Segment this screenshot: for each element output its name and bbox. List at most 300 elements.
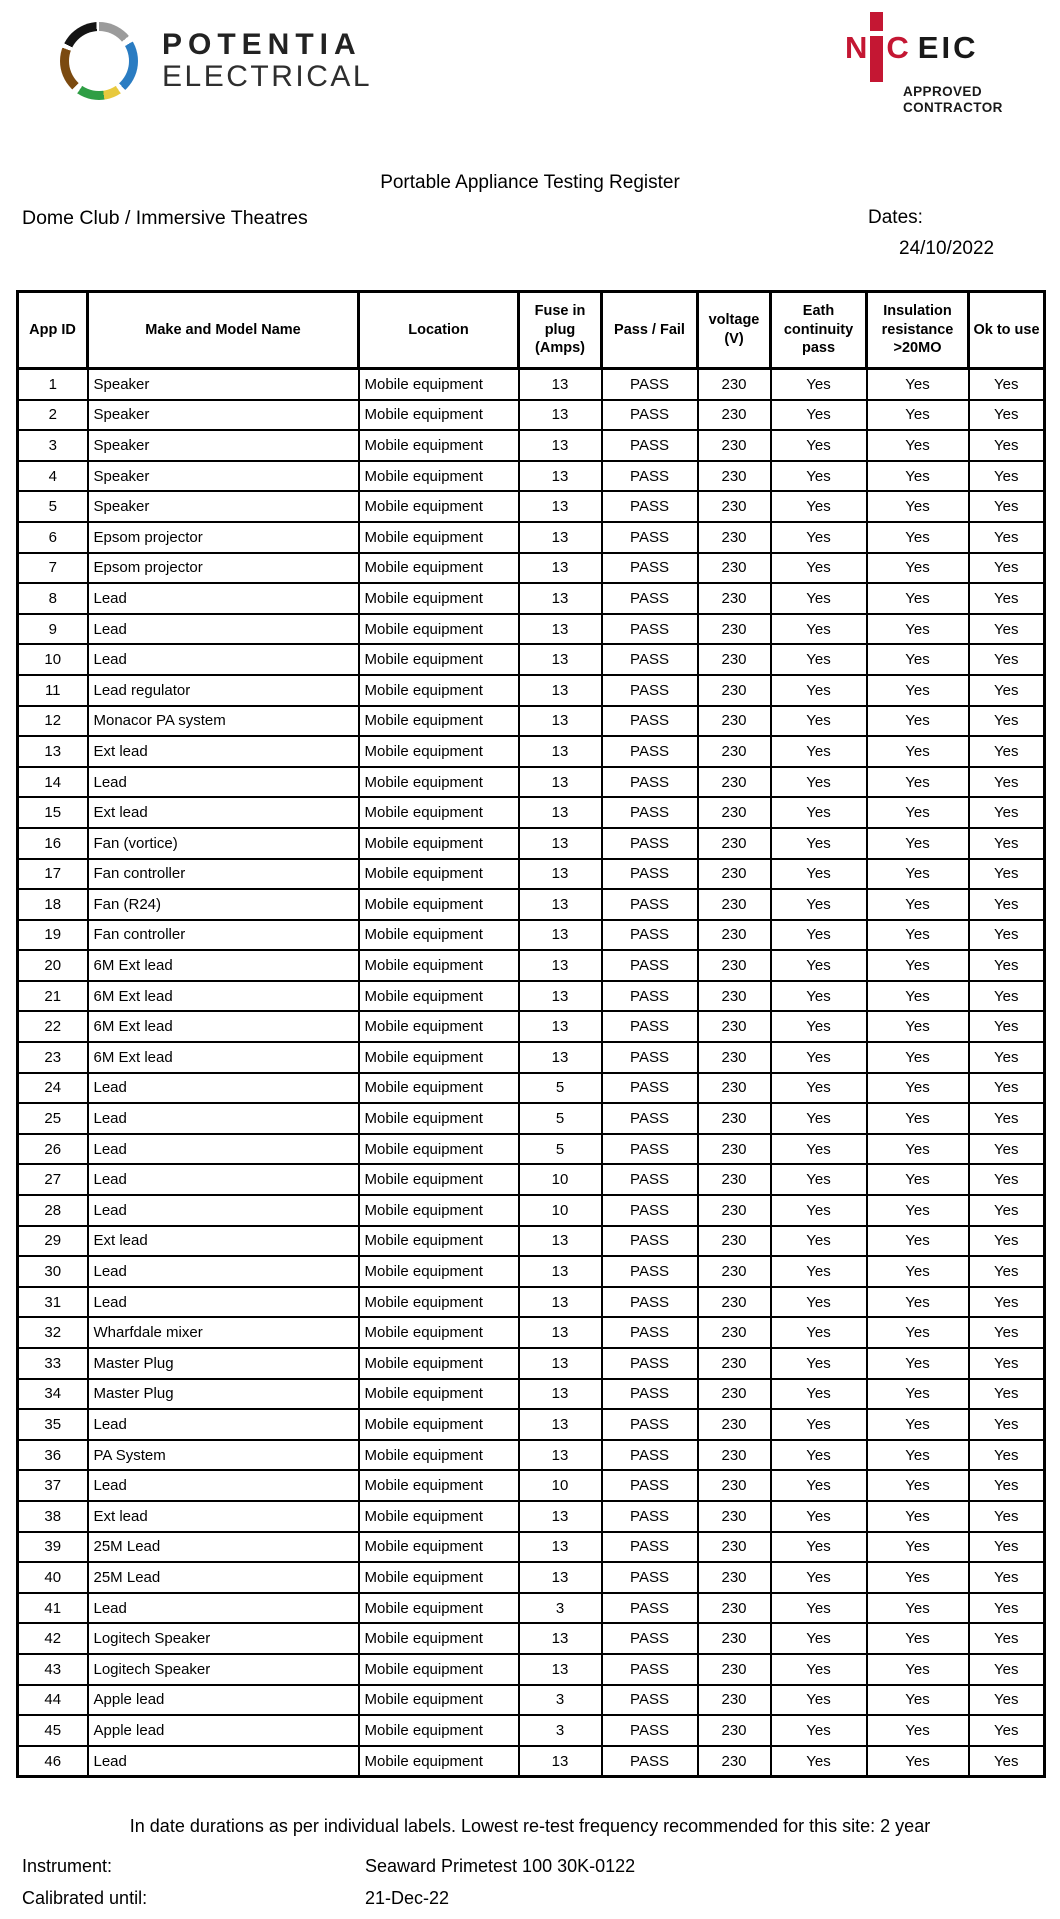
cell-fuse: 13 [519, 1623, 602, 1654]
cell-ok-to-use: Yes [969, 491, 1045, 522]
cell-voltage: 230 [698, 1440, 771, 1471]
potentia-logo [60, 22, 372, 100]
cell-insulation: Yes [867, 1715, 969, 1746]
cell-make-model: Lead [88, 1409, 359, 1440]
niceic-cross-icon [870, 12, 883, 82]
cell-location: Mobile equipment [359, 553, 519, 584]
cell-pass-fail: PASS [602, 1103, 698, 1134]
cell-pass-fail: PASS [602, 614, 698, 645]
cell-earth-continuity: Yes [771, 1195, 867, 1226]
cell-earth-continuity: Yes [771, 1470, 867, 1501]
cell-pass-fail: PASS [602, 859, 698, 890]
niceic-contractor-label: CONTRACTOR [903, 99, 1003, 115]
cell-voltage: 230 [698, 1348, 771, 1379]
table-row [18, 553, 1045, 584]
table-row [18, 1073, 1045, 1104]
table-row [18, 1256, 1045, 1287]
cell-pass-fail: PASS [602, 1226, 698, 1257]
cell-ok-to-use: Yes [969, 1593, 1045, 1624]
cell-earth-continuity: Yes [771, 1073, 867, 1104]
retest-note: In date durations as per individual labels. Lowest re-test frequency recommended for this site: 2 year [129, 1816, 931, 1836]
niceic-wordmark [845, 12, 1003, 82]
cell-voltage: 230 [698, 1562, 771, 1593]
cell-location: Mobile equipment [359, 522, 519, 553]
cell-insulation: Yes [867, 706, 969, 737]
cell-fuse: 13 [519, 1440, 602, 1471]
cell-insulation: Yes [867, 614, 969, 645]
cell-fuse: 13 [519, 1379, 602, 1410]
cell-voltage: 230 [698, 859, 771, 890]
cell-earth-continuity: Yes [771, 1103, 867, 1134]
table-row [18, 1226, 1045, 1257]
cell-app-id: 44 [18, 1685, 88, 1716]
table-row [18, 889, 1045, 920]
cell-app-id: 31 [18, 1287, 88, 1318]
table-row [18, 1348, 1045, 1379]
cell-fuse: 5 [519, 1134, 602, 1165]
cell-location: Mobile equipment [359, 950, 519, 981]
cell-fuse: 13 [519, 491, 602, 522]
cell-voltage: 230 [698, 614, 771, 645]
column-header-make-model: Make and Model Name [88, 292, 359, 369]
cell-fuse: 13 [519, 1287, 602, 1318]
cell-app-id: 1 [18, 369, 88, 400]
cell-location: Mobile equipment [359, 1256, 519, 1287]
niceic-letter-c: C [886, 29, 909, 65]
cell-fuse: 13 [519, 1654, 602, 1685]
cell-pass-fail: PASS [602, 1287, 698, 1318]
cell-voltage: 230 [698, 1379, 771, 1410]
table-row [18, 1317, 1045, 1348]
cell-pass-fail: PASS [602, 675, 698, 706]
potentia-wordmark [162, 29, 372, 93]
cell-make-model: Lead [88, 767, 359, 798]
cell-insulation: Yes [867, 1440, 969, 1471]
cell-make-model: Ext lead [88, 1226, 359, 1257]
cell-ok-to-use: Yes [969, 1011, 1045, 1042]
cell-make-model: Apple lead [88, 1685, 359, 1716]
cell-insulation: Yes [867, 1287, 969, 1318]
cell-app-id: 45 [18, 1715, 88, 1746]
niceic-logo [845, 12, 1003, 116]
cell-fuse: 13 [519, 369, 602, 400]
cell-voltage: 230 [698, 1746, 771, 1777]
cell-earth-continuity: Yes [771, 1348, 867, 1379]
table-row [18, 400, 1045, 431]
cell-app-id: 11 [18, 675, 88, 706]
cell-fuse: 13 [519, 767, 602, 798]
cell-make-model: Fan (R24) [88, 889, 359, 920]
cell-insulation: Yes [867, 1195, 969, 1226]
cell-location: Mobile equipment [359, 767, 519, 798]
cell-ok-to-use: Yes [969, 1685, 1045, 1716]
cell-voltage: 230 [698, 797, 771, 828]
cell-insulation: Yes [867, 1226, 969, 1257]
cell-ok-to-use: Yes [969, 583, 1045, 614]
cell-insulation: Yes [867, 1685, 969, 1716]
cell-ok-to-use: Yes [969, 522, 1045, 553]
column-header-earth-continuity: Eath continuity pass [771, 292, 867, 369]
cell-fuse: 13 [519, 859, 602, 890]
cell-app-id: 19 [18, 920, 88, 951]
cell-insulation: Yes [867, 1348, 969, 1379]
cell-earth-continuity: Yes [771, 736, 867, 767]
cell-ok-to-use: Yes [969, 859, 1045, 890]
table-row [18, 1593, 1045, 1624]
table-row [18, 675, 1045, 706]
cell-voltage: 230 [698, 1409, 771, 1440]
cell-make-model: Speaker [88, 461, 359, 492]
column-header-pass-fail: Pass / Fail [602, 292, 698, 369]
cell-make-model: Fan controller [88, 920, 359, 951]
table-row [18, 583, 1045, 614]
cell-location: Mobile equipment [359, 614, 519, 645]
cell-location: Mobile equipment [359, 675, 519, 706]
cell-app-id: 41 [18, 1593, 88, 1624]
cell-earth-continuity: Yes [771, 1746, 867, 1777]
cell-insulation: Yes [867, 1470, 969, 1501]
table-row [18, 1715, 1045, 1746]
cell-app-id: 42 [18, 1623, 88, 1654]
cell-pass-fail: PASS [602, 736, 698, 767]
cell-make-model: Epsom projector [88, 522, 359, 553]
cell-fuse: 10 [519, 1195, 602, 1226]
table-row [18, 920, 1045, 951]
cell-fuse: 13 [519, 1409, 602, 1440]
cell-app-id: 16 [18, 828, 88, 859]
potentia-ring-icon [60, 22, 138, 100]
cell-pass-fail: PASS [602, 1195, 698, 1226]
dates-label: Dates: [868, 207, 923, 228]
cell-earth-continuity: Yes [771, 828, 867, 859]
cell-app-id: 13 [18, 736, 88, 767]
instrument-value: Seaward Primetest 100 30K-0122 [365, 1856, 636, 1876]
cell-ok-to-use: Yes [969, 614, 1045, 645]
table-row [18, 859, 1045, 890]
cell-fuse: 13 [519, 828, 602, 859]
table-row [18, 430, 1045, 461]
cell-fuse: 13 [519, 981, 602, 1012]
cell-fuse: 5 [519, 1103, 602, 1134]
cell-insulation: Yes [867, 1654, 969, 1685]
cell-pass-fail: PASS [602, 1715, 698, 1746]
cell-voltage: 230 [698, 1501, 771, 1532]
cell-make-model: 6M Ext lead [88, 981, 359, 1012]
cell-ok-to-use: Yes [969, 1501, 1045, 1532]
cell-insulation: Yes [867, 1317, 969, 1348]
cell-pass-fail: PASS [602, 1317, 698, 1348]
cell-make-model: PA System [88, 1440, 359, 1471]
cell-app-id: 30 [18, 1256, 88, 1287]
table-row [18, 522, 1045, 553]
cell-voltage: 230 [698, 736, 771, 767]
cell-app-id: 14 [18, 767, 88, 798]
calibrated-until-value: 21-Dec-22 [365, 1888, 450, 1908]
cell-pass-fail: PASS [602, 1470, 698, 1501]
cell-app-id: 21 [18, 981, 88, 1012]
cell-earth-continuity: Yes [771, 1593, 867, 1624]
cell-location: Mobile equipment [359, 1073, 519, 1104]
cell-pass-fail: PASS [602, 1501, 698, 1532]
cell-location: Mobile equipment [359, 1042, 519, 1073]
cell-pass-fail: PASS [602, 889, 698, 920]
date-value: 24/10/2022 [899, 238, 995, 259]
cell-pass-fail: PASS [602, 1379, 698, 1410]
cell-pass-fail: PASS [602, 430, 698, 461]
cell-app-id: 37 [18, 1470, 88, 1501]
cell-fuse: 13 [519, 1011, 602, 1042]
cell-pass-fail: PASS [602, 706, 698, 737]
cell-fuse: 13 [519, 675, 602, 706]
cell-app-id: 38 [18, 1501, 88, 1532]
cell-insulation: Yes [867, 1409, 969, 1440]
cell-earth-continuity: Yes [771, 1715, 867, 1746]
cell-make-model: Lead [88, 1256, 359, 1287]
cell-location: Mobile equipment [359, 1501, 519, 1532]
cell-ok-to-use: Yes [969, 1134, 1045, 1165]
cell-location: Mobile equipment [359, 491, 519, 522]
cell-make-model: Fan controller [88, 859, 359, 890]
cell-ok-to-use: Yes [969, 1470, 1045, 1501]
cell-app-id: 40 [18, 1562, 88, 1593]
table-row [18, 828, 1045, 859]
cell-earth-continuity: Yes [771, 797, 867, 828]
cell-voltage: 230 [698, 1470, 771, 1501]
cell-app-id: 5 [18, 491, 88, 522]
cell-ok-to-use: Yes [969, 430, 1045, 461]
cell-fuse: 13 [519, 461, 602, 492]
cell-earth-continuity: Yes [771, 1134, 867, 1165]
cell-earth-continuity: Yes [771, 1409, 867, 1440]
cell-fuse: 13 [519, 950, 602, 981]
table-row [18, 1379, 1045, 1410]
cell-make-model: Lead [88, 1195, 359, 1226]
cell-earth-continuity: Yes [771, 1685, 867, 1716]
cell-fuse: 13 [519, 1042, 602, 1073]
cell-location: Mobile equipment [359, 1348, 519, 1379]
table-row [18, 981, 1045, 1012]
pat-table-body [18, 369, 1045, 1777]
cell-app-id: 28 [18, 1195, 88, 1226]
cell-insulation: Yes [867, 1379, 969, 1410]
table-header-row [18, 292, 1045, 369]
cell-insulation: Yes [867, 1746, 969, 1777]
cell-app-id: 15 [18, 797, 88, 828]
cell-app-id: 36 [18, 1440, 88, 1471]
table-row [18, 1134, 1045, 1165]
calibrated-until-label: Calibrated until: [22, 1888, 148, 1908]
column-header-location: Location [359, 292, 519, 369]
cell-app-id: 10 [18, 644, 88, 675]
cell-ok-to-use: Yes [969, 950, 1045, 981]
cell-location: Mobile equipment [359, 1470, 519, 1501]
cell-app-id: 39 [18, 1532, 88, 1563]
cell-fuse: 13 [519, 553, 602, 584]
cell-ok-to-use: Yes [969, 889, 1045, 920]
cell-earth-continuity: Yes [771, 644, 867, 675]
cell-earth-continuity: Yes [771, 706, 867, 737]
cell-ok-to-use: Yes [969, 1746, 1045, 1777]
cell-make-model: Speaker [88, 400, 359, 431]
cell-location: Mobile equipment [359, 1226, 519, 1257]
cell-insulation: Yes [867, 491, 969, 522]
cell-voltage: 230 [698, 491, 771, 522]
cell-fuse: 10 [519, 1470, 602, 1501]
table-row [18, 1685, 1045, 1716]
cell-fuse: 13 [519, 1226, 602, 1257]
cell-earth-continuity: Yes [771, 461, 867, 492]
cell-pass-fail: PASS [602, 1440, 698, 1471]
cell-pass-fail: PASS [602, 828, 698, 859]
cell-location: Mobile equipment [359, 1532, 519, 1563]
table-row [18, 1470, 1045, 1501]
cell-ok-to-use: Yes [969, 736, 1045, 767]
table-row [18, 1746, 1045, 1777]
cell-earth-continuity: Yes [771, 859, 867, 890]
cell-voltage: 230 [698, 1073, 771, 1104]
cell-insulation: Yes [867, 430, 969, 461]
cell-pass-fail: PASS [602, 1654, 698, 1685]
cell-voltage: 230 [698, 828, 771, 859]
table-row [18, 1532, 1045, 1563]
cell-ok-to-use: Yes [969, 1042, 1045, 1073]
cell-insulation: Yes [867, 1593, 969, 1624]
cell-pass-fail: PASS [602, 400, 698, 431]
cell-fuse: 13 [519, 797, 602, 828]
cell-make-model: Ext lead [88, 797, 359, 828]
cell-make-model: 25M Lead [88, 1562, 359, 1593]
niceic-letters-eic: EIC [917, 29, 979, 65]
niceic-subtitle [903, 84, 1003, 116]
table-row [18, 1562, 1045, 1593]
cell-make-model: 25M Lead [88, 1532, 359, 1563]
cell-ok-to-use: Yes [969, 461, 1045, 492]
cell-make-model: Lead [88, 1287, 359, 1318]
cell-make-model: Lead [88, 644, 359, 675]
cell-voltage: 230 [698, 430, 771, 461]
cell-earth-continuity: Yes [771, 1042, 867, 1073]
cell-voltage: 230 [698, 553, 771, 584]
cell-insulation: Yes [867, 797, 969, 828]
cell-fuse: 3 [519, 1715, 602, 1746]
cell-ok-to-use: Yes [969, 1379, 1045, 1410]
cell-ok-to-use: Yes [969, 1164, 1045, 1195]
cell-pass-fail: PASS [602, 1073, 698, 1104]
cell-pass-fail: PASS [602, 644, 698, 675]
cell-app-id: 4 [18, 461, 88, 492]
niceic-approved-label: APPROVED [903, 84, 982, 99]
cell-ok-to-use: Yes [969, 828, 1045, 859]
table-row [18, 1164, 1045, 1195]
cell-insulation: Yes [867, 1134, 969, 1165]
column-header-app-id: App ID [18, 292, 88, 369]
cell-make-model: Lead [88, 1134, 359, 1165]
cell-make-model: Lead [88, 1073, 359, 1104]
cell-earth-continuity: Yes [771, 1226, 867, 1257]
cell-app-id: 6 [18, 522, 88, 553]
cell-pass-fail: PASS [602, 1532, 698, 1563]
cell-make-model: Epsom projector [88, 553, 359, 584]
cell-insulation: Yes [867, 1562, 969, 1593]
cell-pass-fail: PASS [602, 1562, 698, 1593]
cell-fuse: 13 [519, 644, 602, 675]
cell-insulation: Yes [867, 859, 969, 890]
table-row [18, 1287, 1045, 1318]
cell-location: Mobile equipment [359, 1685, 519, 1716]
cell-voltage: 230 [698, 950, 771, 981]
cell-voltage: 230 [698, 1715, 771, 1746]
table-row [18, 461, 1045, 492]
table-row [18, 706, 1045, 737]
cell-ok-to-use: Yes [969, 1287, 1045, 1318]
table-row [18, 797, 1045, 828]
cell-make-model: Logitech Speaker [88, 1654, 359, 1685]
cell-make-model: Wharfdale mixer [88, 1317, 359, 1348]
cell-app-id: 17 [18, 859, 88, 890]
cell-voltage: 230 [698, 461, 771, 492]
cell-location: Mobile equipment [359, 981, 519, 1012]
page-title: Portable Appliance Testing Register [380, 172, 680, 193]
cell-fuse: 10 [519, 1164, 602, 1195]
cell-insulation: Yes [867, 461, 969, 492]
cell-insulation: Yes [867, 828, 969, 859]
cell-insulation: Yes [867, 1623, 969, 1654]
cell-voltage: 230 [698, 1164, 771, 1195]
cell-earth-continuity: Yes [771, 1440, 867, 1471]
cell-voltage: 230 [698, 1532, 771, 1563]
cell-fuse: 13 [519, 1348, 602, 1379]
table-row [18, 1440, 1045, 1471]
cell-location: Mobile equipment [359, 828, 519, 859]
cell-ok-to-use: Yes [969, 1073, 1045, 1104]
cell-fuse: 5 [519, 1073, 602, 1104]
cell-insulation: Yes [867, 1103, 969, 1134]
cell-fuse: 13 [519, 400, 602, 431]
cell-earth-continuity: Yes [771, 1623, 867, 1654]
cell-voltage: 230 [698, 1287, 771, 1318]
cell-insulation: Yes [867, 889, 969, 920]
cell-insulation: Yes [867, 675, 969, 706]
cell-earth-continuity: Yes [771, 553, 867, 584]
cell-earth-continuity: Yes [771, 1164, 867, 1195]
cell-fuse: 13 [519, 1746, 602, 1777]
cell-voltage: 230 [698, 675, 771, 706]
cell-make-model: Lead [88, 1593, 359, 1624]
cell-voltage: 230 [698, 369, 771, 400]
table-row [18, 1654, 1045, 1685]
cell-earth-continuity: Yes [771, 675, 867, 706]
cell-app-id: 7 [18, 553, 88, 584]
cell-ok-to-use: Yes [969, 1348, 1045, 1379]
cell-location: Mobile equipment [359, 1715, 519, 1746]
cell-location: Mobile equipment [359, 1654, 519, 1685]
cell-make-model: Speaker [88, 369, 359, 400]
cell-insulation: Yes [867, 1073, 969, 1104]
table-row [18, 736, 1045, 767]
cell-voltage: 230 [698, 889, 771, 920]
cell-voltage: 230 [698, 1103, 771, 1134]
cell-pass-fail: PASS [602, 1042, 698, 1073]
cell-pass-fail: PASS [602, 981, 698, 1012]
cell-app-id: 25 [18, 1103, 88, 1134]
cell-voltage: 230 [698, 767, 771, 798]
column-header-ok-to-use: Ok to use [969, 292, 1045, 369]
cell-make-model: 6M Ext lead [88, 1011, 359, 1042]
column-header-voltage: voltage (V) [698, 292, 771, 369]
cell-ok-to-use: Yes [969, 400, 1045, 431]
cell-earth-continuity: Yes [771, 981, 867, 1012]
site-name: Dome Club / Immersive Theatres [22, 207, 308, 229]
